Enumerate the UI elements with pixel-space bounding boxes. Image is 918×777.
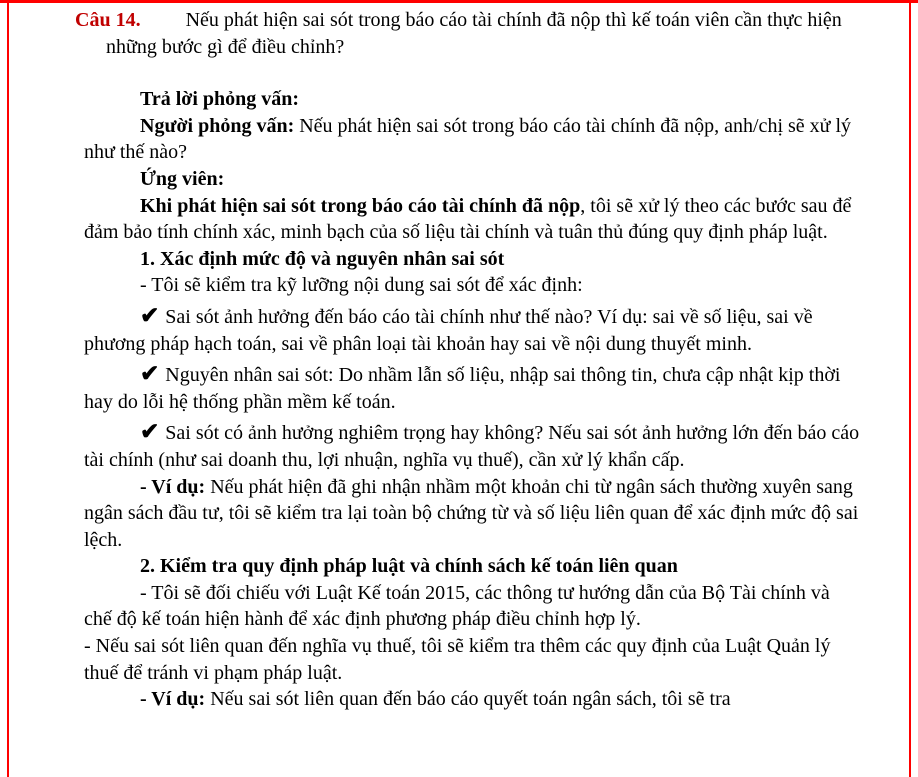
check-item-1 — [84, 303, 860, 357]
text-run: - Tôi sẽ đối chiếu với Luật Kế toán 2015, các thông tư hướng dẫn của Bộ Tài chính và chế độ kế toán hiện hành để xác định phương pháp điều chỉnh hợp lý. — [84, 581, 830, 631]
text-run: Nếu phát hiện đã ghi nhận nhầm một khoản chi từ ngân sách thường xuyên sang ngân sách đầu tư, tôi sẽ kiểm tra lại toàn bộ chứng từ và số liệu liên quan để xác định mức độ sai lệch. — [84, 475, 859, 551]
section-2-heading — [84, 553, 860, 580]
page-border-top — [0, 0, 918, 3]
text-run: 1. Xác định mức độ và nguyên nhân sai sót — [140, 247, 505, 270]
text-run: - Ví dụ: — [140, 475, 206, 498]
example-2-clipped — [84, 686, 860, 713]
section-2-item-2 — [84, 633, 860, 686]
text-run: 2. Kiểm tra quy định pháp luật và chính sách kế toán liên quan — [140, 555, 678, 578]
text-run: Khi phát hiện sai sót trong báo cáo tài chính đã nộp — [140, 194, 581, 217]
section-2-item-1 — [84, 580, 860, 633]
text-run: - Nếu sai sót liên quan đến nghĩa vụ thuế, tôi sẽ kiểm tra thêm các quy định của Luật Quản lý thuế để tránh vi phạm pháp luật. — [84, 635, 831, 684]
section-1-heading — [84, 246, 860, 273]
page-border-left — [7, 0, 9, 777]
question-heading — [75, 7, 860, 60]
text-run: Nguyên nhân sai sót: Do nhầm lẫn số liệu, nhập sai thông tin, chưa cập nhật kịp thời hay do lỗi hệ thống phần mềm kế toán. — [84, 364, 841, 413]
check-item-2 — [84, 361, 860, 415]
document-body — [75, 7, 860, 713]
text-run: Sai sót có ảnh hưởng nghiêm trọng hay không? Nếu sai sót ảnh hưởng lớn đến báo cáo tài chính (như sai doanh thu, lợi nhuận, nghĩa vụ thuế), cần xử lý khẩn cấp. — [84, 422, 860, 471]
text-run: Nếu sai sót liên quan đến báo cáo quyết toán ngân sách, tôi sẽ tra — [205, 688, 731, 711]
interview-answer-heading — [84, 86, 860, 113]
checkmark-icon: ✔ — [140, 302, 161, 328]
text-run: Trả lời phỏng vấn: — [140, 88, 300, 111]
text-run: Nếu phát hiện sai sót trong báo cáo tài chính đã nộp, anh/chị sẽ xử lý như thế nào? — [84, 114, 852, 164]
section-1-intro — [84, 272, 860, 299]
text-run: Nếu phát hiện sai sót trong báo cáo tài chính đã nộp thì kế toán viên cần thực hiện những bước gì để điều chỉnh? — [106, 9, 842, 58]
text-run: Ứng viên: — [140, 167, 225, 190]
candidate-heading — [84, 166, 860, 193]
candidate-intro — [84, 193, 860, 246]
interviewer-question — [84, 113, 860, 166]
text-run: , tôi sẽ xử lý theo các bước sau để đảm bảo tính chính xác, minh bạch của số liệu tài chính và tuân thủ đúng quy định pháp luật. — [84, 194, 852, 244]
text-run: - Ví dụ: — [140, 688, 206, 711]
question-number: Câu 14. — [75, 9, 141, 31]
text-run: Người phỏng vấn: — [140, 114, 295, 137]
checkmark-icon: ✔ — [140, 419, 161, 445]
text-run: Sai sót ảnh hưởng đến báo cáo tài chính như thế nào? Ví dụ: sai về số liệu, sai về phương pháp hạch toán, sai về phân loại tài khoản hay sai về nội dung thuyết minh. — [84, 305, 813, 355]
text-run: - Tôi sẽ kiểm tra kỹ lưỡng nội dung sai sót để xác định: — [140, 274, 583, 297]
page-border-right — [909, 0, 911, 777]
checkmark-icon: ✔ — [140, 361, 161, 387]
check-item-3 — [84, 419, 860, 473]
example-1 — [84, 474, 860, 554]
